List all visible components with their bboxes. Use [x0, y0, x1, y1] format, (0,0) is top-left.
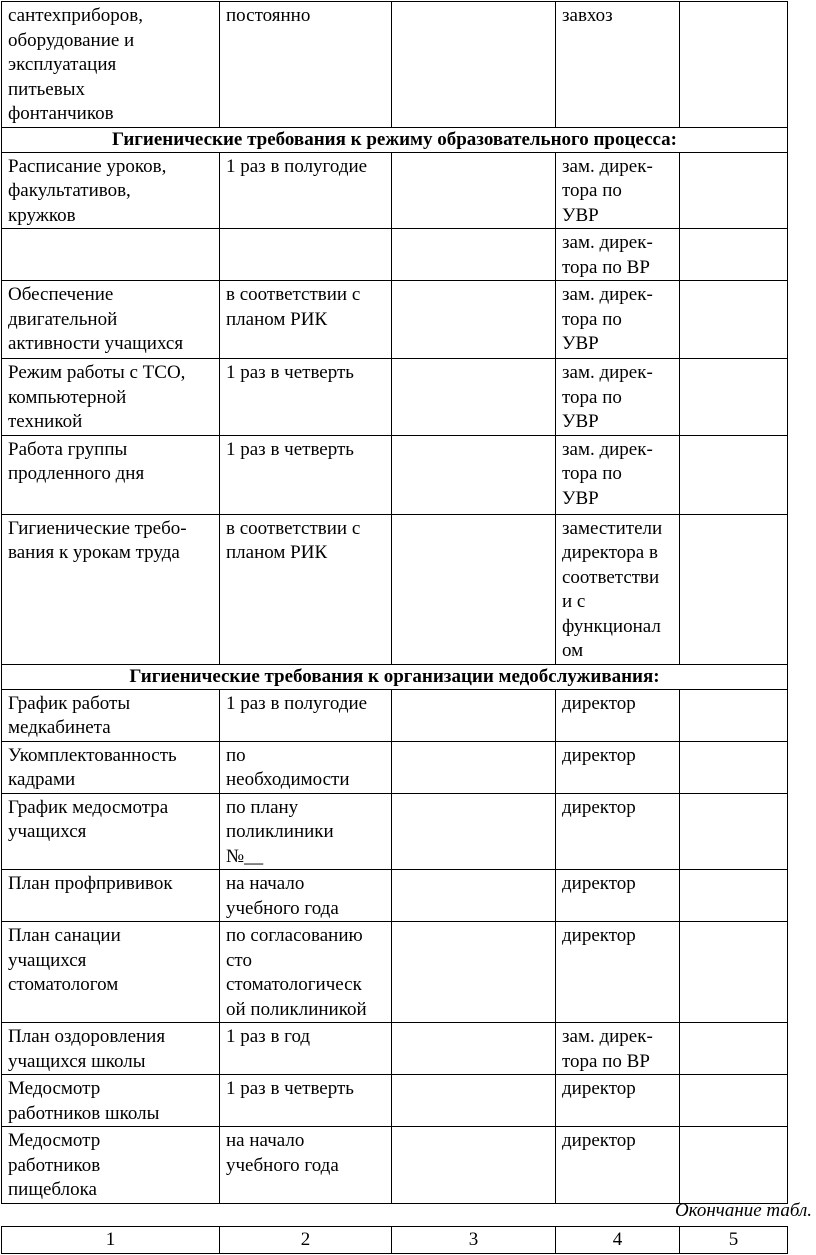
period-cell: [220, 1023, 392, 1075]
section-header-row: [2, 127, 788, 152]
table-row: [2, 229, 788, 281]
item-cell-line: компьютерной: [8, 386, 127, 408]
empty-cell: [392, 359, 556, 436]
item-cell: [2, 152, 220, 229]
item-cell: [2, 229, 220, 281]
period-cell-line: в соответствии с: [226, 284, 361, 305]
item-cell-line: вания к урокам труда: [8, 542, 180, 563]
table-row: [2, 741, 788, 793]
empty-cell: [680, 152, 788, 229]
item-cell-line: работников: [8, 1154, 101, 1176]
table-row: [2, 689, 788, 741]
item-cell: [2, 281, 220, 359]
item-cell-line: двигательной: [8, 308, 118, 330]
responsible-cell-line: директор: [562, 1130, 636, 1151]
table-row: [2, 435, 788, 514]
table-row: [2, 152, 788, 229]
period-cell-line: 1 раз в полугодие: [226, 692, 368, 714]
responsible-cell-line: тора по ВР: [562, 1050, 650, 1072]
period-cell-line: №__: [226, 845, 264, 867]
period-cell-line: планом РИК: [226, 308, 328, 330]
responsible-cell-line: и с: [562, 591, 586, 612]
column-number-row: [2, 1227, 788, 1254]
item-cell: [2, 359, 220, 436]
item-cell-line: эксплуатация: [8, 54, 117, 75]
item-cell-line: Гигиенические требо-: [8, 517, 187, 539]
period-cell-line: стоматологическ: [226, 974, 362, 995]
item-cell-line: пищеблока: [8, 1179, 97, 1200]
item-cell-line: График медосмотра: [8, 796, 169, 818]
hygiene-requirements-table: [1, 1, 788, 1204]
item-cell-line: продленного дня: [8, 463, 145, 484]
period-cell: [220, 2, 392, 128]
item-cell: [2, 870, 220, 922]
period-cell-line: учебного года: [226, 1154, 339, 1176]
item-cell: [2, 1127, 220, 1204]
period-cell: [220, 281, 392, 359]
period-cell-line: 1 раз в год: [226, 1026, 311, 1047]
period-cell: [220, 741, 392, 793]
empty-cell: [392, 2, 556, 128]
item-cell-line: Укомплектованность: [8, 744, 177, 766]
item-cell-line: План оздоровления: [8, 1026, 166, 1047]
column-number: 5: [680, 1227, 788, 1254]
item-cell-line: фонтанчиков: [8, 103, 114, 124]
responsible-cell-line: завхоз: [562, 5, 613, 26]
empty-cell: [680, 2, 788, 128]
empty-cell: [680, 1075, 788, 1127]
empty-cell: [680, 1023, 788, 1075]
item-cell: [2, 741, 220, 793]
empty-cell: [392, 689, 556, 741]
table-row: [2, 1075, 788, 1127]
item-cell: [2, 1023, 220, 1075]
item-cell-line: Режим работы с ТСО,: [8, 362, 186, 383]
period-cell-line: поликлиники: [226, 821, 334, 842]
empty-cell: [680, 359, 788, 436]
responsible-cell-line: зам. дирек-: [562, 362, 653, 383]
column-number: 2: [220, 1227, 392, 1254]
period-cell-line: 1 раз в полугодие: [226, 155, 368, 177]
table-row: [2, 2, 788, 128]
responsible-cell-line: тора по: [562, 386, 622, 408]
empty-cell: [392, 870, 556, 922]
period-cell: [220, 229, 392, 281]
item-cell-line: учащихся школы: [8, 1050, 146, 1072]
responsible-cell: [556, 435, 680, 514]
empty-cell: [392, 1127, 556, 1204]
period-cell: [220, 870, 392, 922]
period-cell: [220, 514, 392, 664]
period-cell-line: ой поликлиникой: [226, 998, 367, 1020]
responsible-cell-line: зам. дирек-: [562, 284, 653, 305]
item-cell-line: План санации: [8, 925, 121, 946]
responsible-cell-line: зам. дирек-: [562, 155, 653, 177]
responsible-cell: [556, 870, 680, 922]
item-cell-line: учащихся: [8, 949, 87, 971]
responsible-cell: [556, 1075, 680, 1127]
period-cell-line: по: [226, 744, 246, 766]
period-cell-line: сто: [226, 949, 252, 971]
period-cell: [220, 435, 392, 514]
responsible-cell-line: директор: [562, 1078, 636, 1099]
period-cell-line: на начало: [226, 873, 305, 894]
responsible-cell-line: тора по: [562, 180, 622, 201]
column-number: 3: [392, 1227, 556, 1254]
responsible-cell-line: тора по: [562, 463, 622, 484]
section-header: Гигиенические требования к режиму образовательного процесса:: [2, 127, 788, 152]
responsible-cell-line: УВР: [562, 333, 599, 354]
column-number: 1: [2, 1227, 220, 1254]
period-cell: [220, 922, 392, 1023]
empty-cell: [680, 229, 788, 281]
responsible-cell: [556, 514, 680, 664]
period-cell-line: 1 раз в четверть: [226, 1078, 354, 1099]
empty-cell: [392, 741, 556, 793]
responsible-cell: [556, 281, 680, 359]
item-cell-line: Медосмотр: [8, 1078, 101, 1099]
table-row: [2, 281, 788, 359]
responsible-cell-line: функционал: [562, 615, 661, 637]
item-cell-line: работников школы: [8, 1102, 160, 1124]
empty-cell: [392, 922, 556, 1023]
responsible-cell-line: УВР: [562, 487, 599, 509]
responsible-cell-line: тора по: [562, 308, 622, 330]
item-cell: [2, 793, 220, 870]
item-cell-line: факультативов,: [8, 180, 131, 201]
responsible-cell: [556, 359, 680, 436]
responsible-cell: [556, 229, 680, 281]
item-cell: [2, 2, 220, 128]
empty-cell: [392, 793, 556, 870]
item-cell-line: кадрами: [8, 769, 76, 790]
empty-cell: [680, 514, 788, 664]
empty-cell: [680, 689, 788, 741]
responsible-cell: [556, 922, 680, 1023]
table-row: [2, 514, 788, 664]
empty-cell: [392, 281, 556, 359]
responsible-cell: [556, 793, 680, 870]
period-cell-line: по согласованию: [226, 925, 363, 946]
period-cell-line: постоянно: [226, 5, 311, 26]
period-cell: [220, 1127, 392, 1204]
item-cell: [2, 514, 220, 664]
empty-cell: [392, 435, 556, 514]
item-cell: [2, 689, 220, 741]
item-cell: [2, 1075, 220, 1127]
period-cell: [220, 793, 392, 870]
empty-cell: [680, 793, 788, 870]
item-cell-line: План профпрививок: [8, 873, 173, 894]
empty-cell: [392, 1023, 556, 1075]
empty-cell: [680, 741, 788, 793]
period-cell-line: учебного года: [226, 897, 339, 919]
item-cell-line: питьевых: [8, 78, 85, 100]
table-row: [2, 870, 788, 922]
item-cell-line: активности учащихся: [8, 333, 184, 354]
period-cell: [220, 1075, 392, 1127]
responsible-cell-line: директор: [562, 744, 636, 766]
empty-cell: [680, 1127, 788, 1204]
responsible-cell-line: директор: [562, 796, 636, 818]
table-row: [2, 359, 788, 436]
responsible-cell-line: директора в: [562, 542, 658, 563]
item-cell-line: Медосмотр: [8, 1130, 101, 1151]
table-row: [2, 1023, 788, 1075]
responsible-cell: [556, 2, 680, 128]
responsible-cell-line: заместители: [562, 517, 663, 539]
item-cell-line: Обеспечение: [8, 284, 114, 305]
item-cell: [2, 435, 220, 514]
item-cell-line: техникой: [8, 411, 83, 432]
responsible-cell: [556, 1127, 680, 1204]
table-row: [2, 793, 788, 870]
responsible-cell-line: директор: [562, 692, 636, 714]
responsible-cell: [556, 1023, 680, 1075]
responsible-cell-line: зам. дирек-: [562, 232, 653, 253]
responsible-cell: [556, 689, 680, 741]
empty-cell: [680, 281, 788, 359]
item-cell-line: График работы: [8, 692, 131, 714]
table-continuation-caption: Окончание табл.: [674, 1200, 812, 1221]
item-cell-line: учащихся: [8, 821, 87, 842]
item-cell-line: стоматологом: [8, 974, 119, 995]
item-cell-line: медкабинета: [8, 717, 111, 738]
item-cell-line: сантехприборов,: [8, 5, 143, 26]
responsible-cell: [556, 741, 680, 793]
responsible-cell-line: УВР: [562, 204, 599, 226]
column-number: 4: [556, 1227, 680, 1254]
period-cell: [220, 152, 392, 229]
period-cell-line: на начало: [226, 1130, 305, 1151]
empty-cell: [392, 1075, 556, 1127]
section-header-row: [2, 664, 788, 689]
table-row: [2, 1127, 788, 1204]
item-cell: [2, 922, 220, 1023]
period-cell-line: 1 раз в четверть: [226, 438, 354, 460]
responsible-cell-line: директор: [562, 925, 636, 946]
period-cell-line: необходимости: [226, 769, 350, 790]
period-cell-line: 1 раз в четверть: [226, 362, 354, 383]
item-cell-line: Работа группы: [8, 438, 128, 460]
empty-cell: [392, 514, 556, 664]
responsible-cell-line: ом: [562, 640, 584, 661]
responsible-cell-line: соответстви: [562, 566, 660, 588]
period-cell-line: в соответствии с: [226, 517, 361, 539]
empty-cell: [680, 435, 788, 514]
empty-cell: [392, 152, 556, 229]
period-cell: [220, 689, 392, 741]
empty-cell: [680, 922, 788, 1023]
period-cell-line: по плану: [226, 796, 299, 818]
column-number-row-table: [1, 1226, 788, 1254]
empty-cell: [392, 229, 556, 281]
item-cell-line: Расписание уроков,: [8, 155, 167, 177]
responsible-cell: [556, 152, 680, 229]
period-cell-line: планом РИК: [226, 542, 328, 563]
table-row: [2, 922, 788, 1023]
responsible-cell-line: тора по ВР: [562, 256, 650, 278]
responsible-cell-line: зам. дирек-: [562, 1026, 653, 1047]
responsible-cell-line: директор: [562, 873, 636, 894]
item-cell-line: кружков: [8, 204, 76, 226]
section-header: Гигиенические требования к организации медобслуживания:: [2, 664, 788, 689]
item-cell-line: оборудование и: [8, 29, 135, 51]
responsible-cell-line: зам. дирек-: [562, 438, 653, 460]
responsible-cell-line: УВР: [562, 411, 599, 432]
empty-cell: [680, 870, 788, 922]
period-cell: [220, 359, 392, 436]
